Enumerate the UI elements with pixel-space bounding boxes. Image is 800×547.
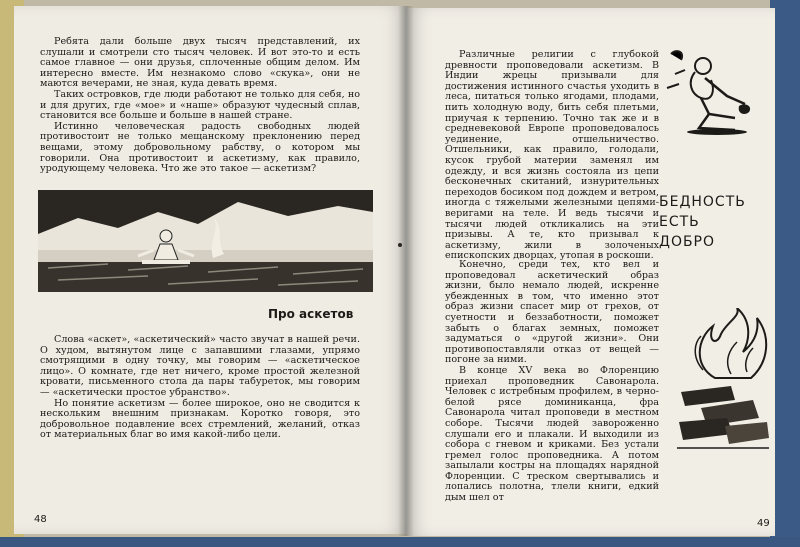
right-page (407, 8, 775, 536)
paragraph: Ребята дали больше двух тысяч представлений, их слушали и смотрели сто тысяч человек. И вот это-то и есть самое главное — они друзья, сплоченные общим делом. Им интересно вместе. Им незнакомо слово «скука», они не маются вечерами, не зная, куда девать время. (40, 36, 360, 90)
book-gutter (398, 6, 414, 536)
section-heading: Про аскетов (268, 307, 354, 321)
book-cover-bottom (0, 537, 800, 547)
left-page (14, 6, 407, 534)
paragraph: Различные религии с глубокой древности проповедовали аскетизм. В Индии жрецы призывали для достижения истинного счастья уходить в леса, питаться только ягодами, плодами, пить холодную воду, бить себя плетьми, приучая к терпению. Точно так же и в средневековой Европе проповедовалось уединение, отшельничество. Отшельники, как правило, голодали, кусок грубой материи заменял им одежду, и вся жизнь состояла из цепи бесконечных скитаний, изнурительных переходов босиком под дождем и ветром, иногда с тяжелыми железными цепями-веригами на теле. И ведь тысячи и тысячи людей откликались на эти призывы. А те, кто призывал к аскетизму, жили в золоченых епископских дворцах, утопая в роскоши. (445, 49, 659, 262)
paragraph: В конце XV века во Флоренцию приехал проповедник Савонарола. Человек с истребным профилем, в черно-белой рясе доминиканца, фра Савонарола читал проповеди в местном соборе. Тысячи людей завороженно слушали его и плакали. И выходили из собора с гневом и криками. Без устали гремел голос проповедника. А потом запылали костры на площадях нарядной Флоренции. С треском свертывались и лопались полотна, тлели книги, едкий дым шел от (445, 364, 659, 504)
paragraph: Слова «аскет», «аскетический» часто звучат в нашей речи. О худом, вытянутом лице с запавшими глазами, упрямо смотрящими в одну точку, мы говорим — «аскетическое лицо». О комнате, где нет ничего, кроме простой железной кровати, письменного стола да пары табуреток, мы говорим — «аскетически простое убранство». (40, 334, 360, 398)
slogan-line: ДОБРО (659, 234, 716, 250)
paragraph: Конечно, среди тех, кто вел и проповедовал аскетический образ жизни, было немало людей, искренне убежденных в том, что именно этот образ жизни спасет мир от грехов, от суетности и беззаботности, поможет забыть о благах земных, поможет задуматься о «другой жизни». Они противопоставляли отказ от вещей — погоне за ними. (445, 259, 659, 366)
right-top-text (445, 50, 659, 262)
left-bottom-text (40, 335, 360, 441)
page-number: 49 (757, 518, 770, 529)
page-number: 48 (34, 514, 47, 525)
paragraph: Истинно человеческая радость свободных людей противостоит не только мещанскому преклонению перед вещами, этому добровольному рабству, о котором мы говорили. Она противостоит и аскетизму, как правило, уродующему человека. Что же это такое — аскетизм? (40, 120, 360, 175)
burning-books-illustration (673, 308, 773, 454)
paragraph: Таких островков, где люди работают не только для себя, но и для других, где «мое» и «наше» образуют чудесный сплав, становится все больше и больше в нашей стране. (40, 88, 360, 122)
left-top-text (40, 37, 360, 175)
ascetic-woodcut-illustration (38, 190, 373, 292)
ink-dot (398, 243, 402, 247)
paragraph: Но понятие аскетизм — более широкое, оно не сводится к нескольким внешним признакам. Коротко говоря, это добровольное подавление всех стремлений, желаний, отказ от материальных благ во имя какой-либо цели. (40, 397, 360, 441)
slogan-line: БЕДНОСТЬ (659, 194, 746, 210)
right-bottom-text (445, 260, 659, 504)
slogan (659, 192, 769, 252)
slogan-line: ЕСТЬ (659, 214, 700, 230)
kneeling-monk-illustration (665, 44, 769, 136)
